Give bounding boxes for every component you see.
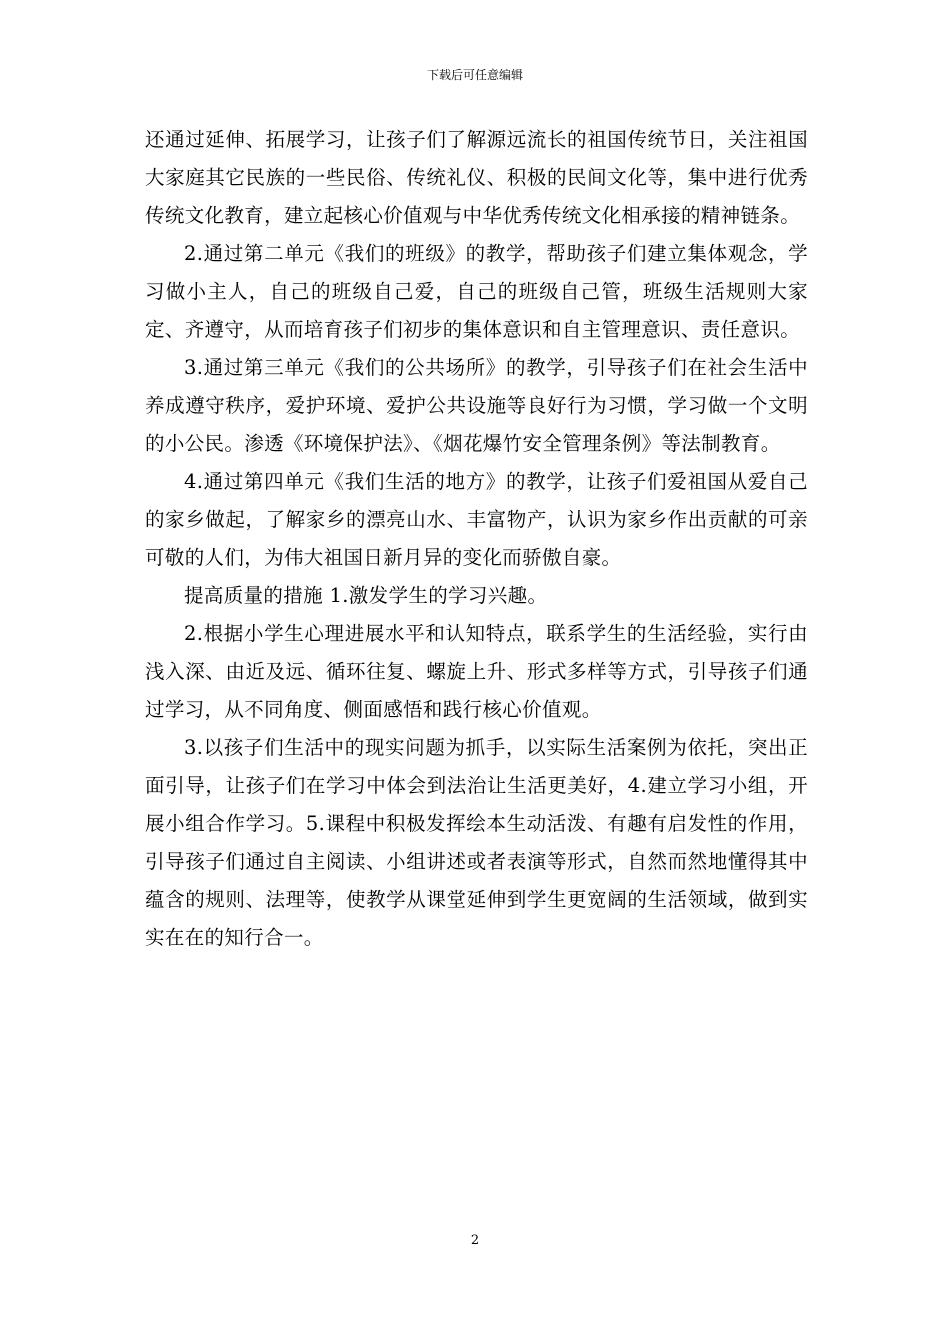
- page-number: 2: [470, 1233, 480, 1248]
- paragraph-unit-two: 2.通过第二单元《我们的班级》的教学，帮助孩子们建立集体观念，学习做小主人，自己的班级自己爱，自己的班级自己管，班级生活规则大家定、齐遵守，从而培育孩子们初步的集体意识和自主管理意识、责任意识。: [145, 242, 808, 341]
- page-header: 下载后可任意编辑: [426, 68, 523, 82]
- paragraph-measure-two: 2.根据小学生心理进展水平和认知特点，联系学生的生活经验，实行由浅入深、由近及远、循环往复、螺旋上升、形式多样等方式，引导孩子们通过学习，从不同角度、侧面感悟和践行核心价值观。: [145, 622, 808, 721]
- paragraph-unit-four: 4.通过第四单元《我们生活的地方》的教学，让孩子们爱祖国从爱自己的家乡做起，了解家乡的漂亮山水、丰富物产，认识为家乡作出贡献的可亲可敬的人们，为伟大祖国日新月异的变化而骄傲自豪。: [145, 470, 808, 569]
- paragraph-unit-three: 3.通过第三单元《我们的公共场所》的教学，引导孩子们在社会生活中养成遵守秩序，爱护环境、爱护公共设施等良好行为习惯，学习做一个文明的小公民。渗透《环境保护法》、《烟花爆竹安全管理条例》等法制教育。: [145, 356, 808, 455]
- paragraph-measures-heading: 提高质量的措施 1.激发学生的学习兴趣。: [184, 584, 548, 607]
- paragraph-measure-three: 3.以孩子们生活中的现实问题为抓手，以实际生活案例为依托，突出正面引导，让孩子们在学习中体会到法治让生活更美好，4.建立学习小组，开展小组合作学习。5.课程中积极发挥绘本生动活泼、有趣有启发性的作用，引导孩子们通过自主阅读、小组讲述或者表演等形式，自然而然地懂得其中蕴含的规则、法理等，使教学从课堂延伸到学生更宽阔的生活领域，做到实实在在的知行合一。: [145, 736, 808, 949]
- paragraph-continuation: 还通过延伸、拓展学习，让孩子们了解源远流长的祖国传统节日，关注祖国大家庭其它民族的一些民俗、传统礼仪、积极的民间文化等，集中进行优秀传统文化教育，建立起核心价值观与中华优秀传统文化相承接的精神链条。: [145, 128, 808, 227]
- document-body: [145, 121, 808, 957]
